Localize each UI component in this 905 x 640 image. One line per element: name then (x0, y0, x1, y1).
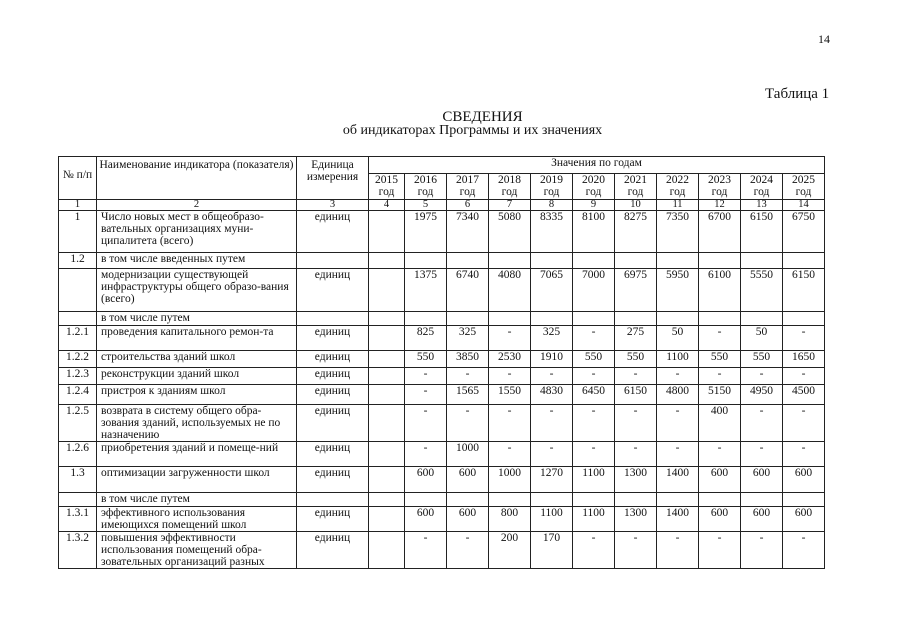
value-cell (699, 312, 741, 326)
row-number (59, 312, 97, 326)
page-number: 14 (818, 32, 830, 46)
value-cell: 1000 (489, 467, 531, 493)
table-row (59, 507, 825, 532)
header-name: Наименование индикатора (показателя) (97, 157, 297, 200)
table-row (59, 351, 825, 368)
value-cell: 1270 (531, 467, 573, 493)
unit-cell (297, 493, 369, 507)
indicators-table (58, 156, 825, 569)
value-cell (369, 442, 405, 467)
value-cell: - (531, 442, 573, 467)
table-row (59, 368, 825, 385)
value-cell (447, 493, 489, 507)
value-cell: - (657, 368, 699, 385)
document-title: СВЕДЕНИЯ (442, 109, 523, 125)
value-cell: 1100 (657, 351, 699, 368)
row-number: 1.2.3 (59, 368, 97, 385)
value-cell: - (573, 442, 615, 467)
value-cell: 8335 (531, 211, 573, 253)
value-cell (369, 326, 405, 351)
header-unit: Единица измерения (297, 157, 369, 200)
unit-cell: единиц (297, 385, 369, 405)
value-cell: 5550 (741, 269, 783, 312)
value-cell: - (531, 368, 573, 385)
value-cell: 1400 (657, 507, 699, 532)
table-row (59, 253, 825, 269)
value-cell: 800 (489, 507, 531, 532)
value-cell (741, 253, 783, 269)
value-cell: 6750 (783, 211, 825, 253)
value-cell (369, 405, 405, 442)
value-cell: 7000 (573, 269, 615, 312)
value-cell: - (657, 532, 699, 569)
value-cell (369, 368, 405, 385)
table-row (59, 211, 825, 253)
column-number: 2 (97, 200, 297, 211)
value-cell: 600 (405, 467, 447, 493)
value-cell (657, 253, 699, 269)
value-cell (369, 385, 405, 405)
value-cell: 50 (741, 326, 783, 351)
value-cell (405, 493, 447, 507)
value-cell: - (573, 532, 615, 569)
value-cell: 1300 (615, 507, 657, 532)
value-cell: 600 (699, 507, 741, 532)
value-cell: - (573, 368, 615, 385)
table-row (59, 312, 825, 326)
document-subtitle: об индикаторах Программы и их значениях (342, 123, 603, 138)
value-cell: - (489, 442, 531, 467)
unit-cell: единиц (297, 368, 369, 385)
value-cell: 275 (615, 326, 657, 351)
value-cell: 1400 (657, 467, 699, 493)
value-cell: 5150 (699, 385, 741, 405)
value-cell: 600 (447, 467, 489, 493)
value-cell: 1100 (573, 507, 615, 532)
unit-cell: единиц (297, 532, 369, 569)
value-cell: 4950 (741, 385, 783, 405)
indicator-name: строительства зданий школ (97, 351, 297, 368)
unit-cell: единиц (297, 326, 369, 351)
indicator-name: пристроя к зданиям школ (97, 385, 297, 405)
value-cell: - (615, 442, 657, 467)
value-cell: 6100 (699, 269, 741, 312)
year-header: 2024 год (741, 174, 783, 200)
value-cell: 1565 (447, 385, 489, 405)
column-number: 14 (783, 200, 825, 211)
year-header: 2015 год (369, 174, 405, 200)
indicator-name: повышения эффективности использования помещений обра-зовательных организаций разных (97, 532, 297, 569)
value-cell: - (741, 405, 783, 442)
value-cell (699, 493, 741, 507)
value-cell (531, 493, 573, 507)
value-cell (657, 493, 699, 507)
value-cell (615, 493, 657, 507)
indicator-name: приобретения зданий и помеще-ний (97, 442, 297, 467)
year-header: 2016 год (405, 174, 447, 200)
indicator-name: Число новых мест в общеобразо-вательных организациях муни-ципалитета (всего) (97, 211, 297, 253)
value-cell: 550 (573, 351, 615, 368)
value-cell: - (699, 368, 741, 385)
value-cell: - (699, 532, 741, 569)
value-cell: 5080 (489, 211, 531, 253)
value-cell: 2530 (489, 351, 531, 368)
value-cell (741, 312, 783, 326)
indicator-name: в том числе путем (97, 312, 297, 326)
column-number: 7 (489, 200, 531, 211)
value-cell: 550 (741, 351, 783, 368)
value-cell: 4800 (657, 385, 699, 405)
value-cell: - (489, 405, 531, 442)
value-cell (531, 312, 573, 326)
value-cell: 325 (447, 326, 489, 351)
value-cell: - (783, 532, 825, 569)
unit-cell: единиц (297, 405, 369, 442)
unit-cell: единиц (297, 467, 369, 493)
indicator-name: модернизации существующей инфраструктуры общего образо-вания (всего) (97, 269, 297, 312)
value-cell: 600 (699, 467, 741, 493)
indicator-name: эффективного использования имеющихся помещений школ (97, 507, 297, 532)
indicator-name: в том числе введенных путем (97, 253, 297, 269)
row-number: 1.3.1 (59, 507, 97, 532)
year-header: 2020 год (573, 174, 615, 200)
value-cell (447, 253, 489, 269)
value-cell (489, 312, 531, 326)
value-cell: 1375 (405, 269, 447, 312)
value-cell: 8100 (573, 211, 615, 253)
value-cell: 6150 (741, 211, 783, 253)
header-num: № п/п (59, 157, 97, 200)
value-cell: - (699, 326, 741, 351)
value-cell (489, 253, 531, 269)
value-cell (405, 312, 447, 326)
value-cell: 600 (405, 507, 447, 532)
value-cell: - (405, 385, 447, 405)
table-row (59, 493, 825, 507)
value-cell: - (447, 532, 489, 569)
value-cell (369, 253, 405, 269)
row-number: 1.2.5 (59, 405, 97, 442)
header-values-by-year: Значения по годам (369, 157, 825, 174)
row-number: 1.3.2 (59, 532, 97, 569)
value-cell: - (657, 405, 699, 442)
value-cell (369, 507, 405, 532)
value-cell: 6700 (699, 211, 741, 253)
row-number: 1.2.4 (59, 385, 97, 405)
value-cell: 1650 (783, 351, 825, 368)
unit-cell (297, 312, 369, 326)
value-cell: - (783, 368, 825, 385)
indicator-name: проведения капитального ремон-та (97, 326, 297, 351)
value-cell: 170 (531, 532, 573, 569)
row-number: 1.2.2 (59, 351, 97, 368)
unit-cell: единиц (297, 442, 369, 467)
value-cell (573, 493, 615, 507)
value-cell: 7340 (447, 211, 489, 253)
value-cell: - (573, 326, 615, 351)
value-cell: - (447, 368, 489, 385)
value-cell: 6450 (573, 385, 615, 405)
table-row (59, 385, 825, 405)
indicator-name: возврата в систему общего обра-зования зданий, используемых не по назначению (97, 405, 297, 442)
table-row (59, 326, 825, 351)
year-header: 2023 год (699, 174, 741, 200)
value-cell: 1100 (573, 467, 615, 493)
value-cell: 6150 (783, 269, 825, 312)
value-cell: - (405, 442, 447, 467)
column-number: 4 (369, 200, 405, 211)
value-cell: 3850 (447, 351, 489, 368)
year-header: 2019 год (531, 174, 573, 200)
row-number (59, 493, 97, 507)
value-cell: - (573, 405, 615, 442)
column-number: 3 (297, 200, 369, 211)
table-row (59, 467, 825, 493)
indicator-name: реконструкции зданий школ (97, 368, 297, 385)
value-cell: - (741, 532, 783, 569)
table-row (59, 532, 825, 569)
value-cell (369, 351, 405, 368)
value-cell: 50 (657, 326, 699, 351)
value-cell: 1100 (531, 507, 573, 532)
row-number: 1.3 (59, 467, 97, 493)
value-cell: 600 (783, 467, 825, 493)
column-number: 12 (699, 200, 741, 211)
value-cell: 600 (741, 467, 783, 493)
value-cell (531, 253, 573, 269)
value-cell (369, 269, 405, 312)
value-cell: - (489, 326, 531, 351)
value-cell: 1910 (531, 351, 573, 368)
column-number: 5 (405, 200, 447, 211)
value-cell (573, 312, 615, 326)
value-cell: 400 (699, 405, 741, 442)
row-number: 1.2.6 (59, 442, 97, 467)
value-cell: - (447, 405, 489, 442)
value-cell: 600 (783, 507, 825, 532)
value-cell: - (489, 368, 531, 385)
value-cell: 1975 (405, 211, 447, 253)
year-header: 2021 год (615, 174, 657, 200)
indicator-name: оптимизации загруженности школ (97, 467, 297, 493)
row-number: 1.2.1 (59, 326, 97, 351)
column-number: 6 (447, 200, 489, 211)
value-cell (783, 493, 825, 507)
unit-cell: единиц (297, 269, 369, 312)
unit-cell: единиц (297, 351, 369, 368)
table-row (59, 269, 825, 312)
value-cell: - (615, 532, 657, 569)
table-label: Таблица 1 (765, 86, 830, 102)
unit-cell: единиц (297, 211, 369, 253)
value-cell: 825 (405, 326, 447, 351)
value-cell: 4500 (783, 385, 825, 405)
value-cell: 4830 (531, 385, 573, 405)
value-cell (369, 211, 405, 253)
column-number: 9 (573, 200, 615, 211)
value-cell (657, 312, 699, 326)
value-cell: - (405, 368, 447, 385)
value-cell: 8275 (615, 211, 657, 253)
value-cell: 4080 (489, 269, 531, 312)
table-row (59, 405, 825, 442)
value-cell: - (405, 405, 447, 442)
year-header: 2017 год (447, 174, 489, 200)
value-cell (741, 493, 783, 507)
value-cell (615, 312, 657, 326)
value-cell (573, 253, 615, 269)
value-cell: - (741, 442, 783, 467)
value-cell (405, 253, 447, 269)
value-cell (369, 493, 405, 507)
indicator-name: в том числе путем (97, 493, 297, 507)
value-cell (783, 253, 825, 269)
value-cell (369, 312, 405, 326)
row-number: 1.2 (59, 253, 97, 269)
value-cell (615, 253, 657, 269)
unit-cell: единиц (297, 507, 369, 532)
value-cell: 7350 (657, 211, 699, 253)
value-cell: - (405, 532, 447, 569)
unit-cell (297, 253, 369, 269)
value-cell: 600 (741, 507, 783, 532)
value-cell: - (783, 405, 825, 442)
value-cell: 550 (405, 351, 447, 368)
value-cell: - (783, 442, 825, 467)
value-cell: - (783, 326, 825, 351)
table-row (59, 442, 825, 467)
value-cell: 5950 (657, 269, 699, 312)
row-number (59, 269, 97, 312)
value-cell: 1000 (447, 442, 489, 467)
column-number: 11 (657, 200, 699, 211)
year-header: 2018 год (489, 174, 531, 200)
value-cell: 200 (489, 532, 531, 569)
value-cell: 550 (699, 351, 741, 368)
value-cell: 600 (447, 507, 489, 532)
year-header: 2025 год (783, 174, 825, 200)
value-cell: 325 (531, 326, 573, 351)
value-cell (369, 467, 405, 493)
row-number: 1 (59, 211, 97, 253)
value-cell: - (615, 405, 657, 442)
value-cell: 550 (615, 351, 657, 368)
value-cell (699, 253, 741, 269)
value-cell: 6740 (447, 269, 489, 312)
year-header: 2022 год (657, 174, 699, 200)
column-number: 13 (741, 200, 783, 211)
value-cell: - (699, 442, 741, 467)
value-cell: - (615, 368, 657, 385)
value-cell (489, 493, 531, 507)
column-number: 1 (59, 200, 97, 211)
column-number: 10 (615, 200, 657, 211)
value-cell: 1300 (615, 467, 657, 493)
value-cell: - (741, 368, 783, 385)
value-cell (783, 312, 825, 326)
value-cell: 6150 (615, 385, 657, 405)
value-cell: 1550 (489, 385, 531, 405)
value-cell: - (657, 442, 699, 467)
value-cell: 7065 (531, 269, 573, 312)
value-cell: - (531, 405, 573, 442)
value-cell (447, 312, 489, 326)
value-cell: 6975 (615, 269, 657, 312)
column-number: 8 (531, 200, 573, 211)
value-cell (369, 532, 405, 569)
